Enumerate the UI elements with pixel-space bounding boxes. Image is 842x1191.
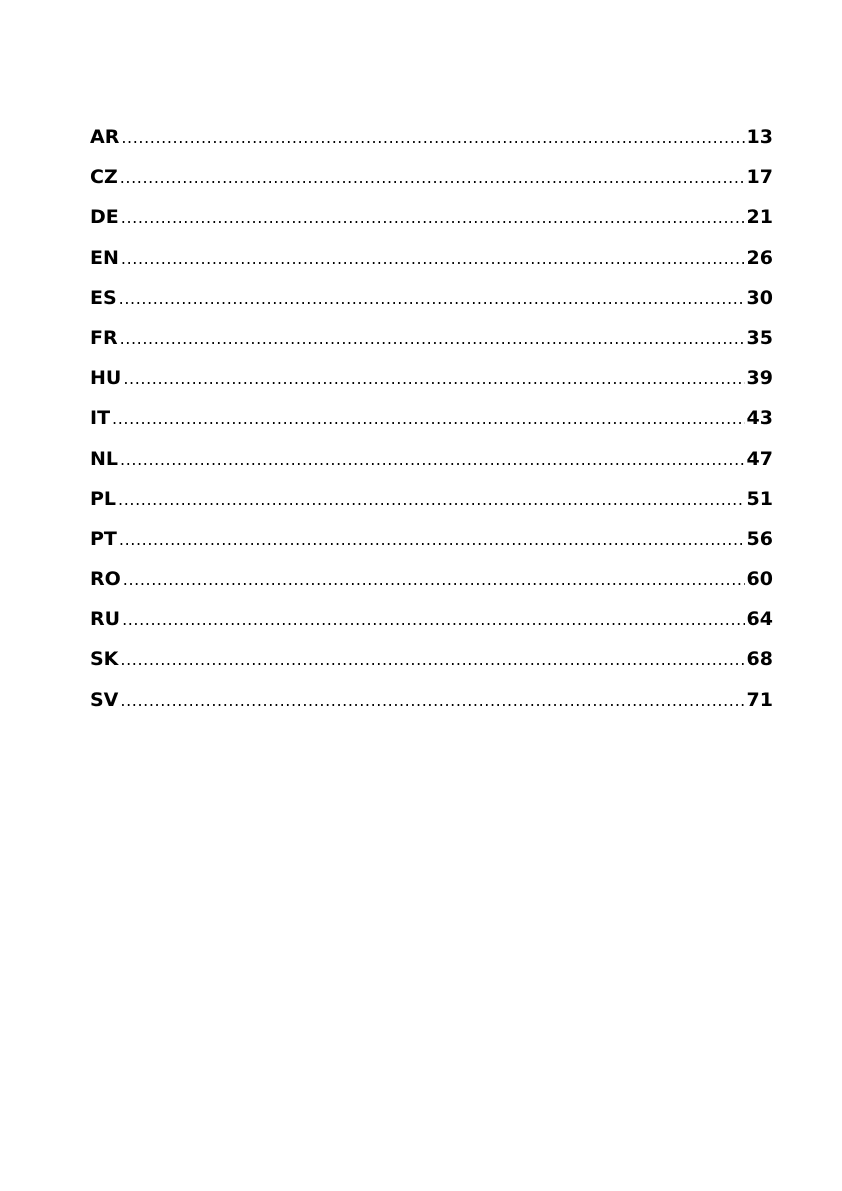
toc-page-number: 60 <box>746 568 773 591</box>
toc-dot-leader <box>122 612 744 628</box>
toc-page-number: 35 <box>746 326 773 349</box>
toc-language-code: CZ <box>90 166 118 189</box>
toc-language-code: HU <box>90 367 122 390</box>
toc-dot-leader <box>121 210 745 226</box>
toc-entry-fr[interactable] <box>90 326 773 369</box>
toc-entry-hu[interactable] <box>90 369 773 409</box>
toc-page-number: 21 <box>746 206 773 229</box>
toc-entry-ar[interactable] <box>90 128 773 168</box>
toc-dot-leader <box>118 492 745 508</box>
toc-page-number: 68 <box>746 648 773 671</box>
toc-language-code: RO <box>90 568 121 591</box>
toc-page-number: 64 <box>746 608 773 631</box>
toc-dot-leader <box>123 371 744 387</box>
toc-dot-leader <box>112 411 745 427</box>
toc-page-number: 30 <box>746 286 773 309</box>
toc-language-code: IT <box>90 407 111 430</box>
toc-dot-leader <box>120 452 745 468</box>
toc-page-number: 47 <box>746 447 773 470</box>
toc-dot-leader <box>120 331 745 347</box>
toc-entry-de[interactable] <box>90 208 773 248</box>
toc-entry-it[interactable] <box>90 409 773 449</box>
toc-entry-cz[interactable] <box>90 168 773 208</box>
toc-entry-sk[interactable] <box>90 650 773 690</box>
toc-page-number: 51 <box>746 487 773 510</box>
toc-page-number: 26 <box>746 246 773 269</box>
toc-dot-leader <box>121 130 744 146</box>
toc-entry-es[interactable] <box>90 286 773 329</box>
toc-page-number: 43 <box>746 407 773 430</box>
toc-page-number: 17 <box>746 166 773 189</box>
toc-entry-pl[interactable] <box>90 487 773 530</box>
toc-dot-leader <box>121 251 745 267</box>
toc-language-code: NL <box>90 447 119 470</box>
toc-page-number: 71 <box>746 688 773 711</box>
toc-dot-leader <box>120 652 744 668</box>
toc-entry-pt[interactable] <box>90 527 773 570</box>
toc-dot-leader <box>120 693 744 709</box>
toc-language-code: PL <box>90 487 117 510</box>
toc-entry-nl[interactable] <box>90 447 773 490</box>
toc-language-code: PT <box>90 527 117 550</box>
toc-language-code: AR <box>90 126 120 148</box>
table-of-contents <box>90 128 773 731</box>
toc-entry-ro[interactable] <box>90 570 773 610</box>
toc-language-code: EN <box>90 246 119 269</box>
toc-dot-leader <box>120 170 745 186</box>
toc-entry-en[interactable] <box>90 246 773 289</box>
toc-entry-sv[interactable] <box>90 688 773 731</box>
toc-page-number: 56 <box>746 527 773 550</box>
toc-page-number: 39 <box>746 367 773 390</box>
toc-dot-leader <box>119 291 745 307</box>
toc-language-code: ES <box>90 286 117 309</box>
toc-language-code: DE <box>90 206 119 229</box>
toc-language-code: SK <box>90 648 119 671</box>
toc-language-code: RU <box>90 608 121 631</box>
toc-dot-leader <box>119 532 745 548</box>
toc-language-code: FR <box>90 326 118 349</box>
toc-entry-ru[interactable] <box>90 610 773 650</box>
toc-page-number: 13 <box>746 126 773 148</box>
toc-dot-leader <box>123 572 745 588</box>
toc-language-code: SV <box>90 688 119 711</box>
